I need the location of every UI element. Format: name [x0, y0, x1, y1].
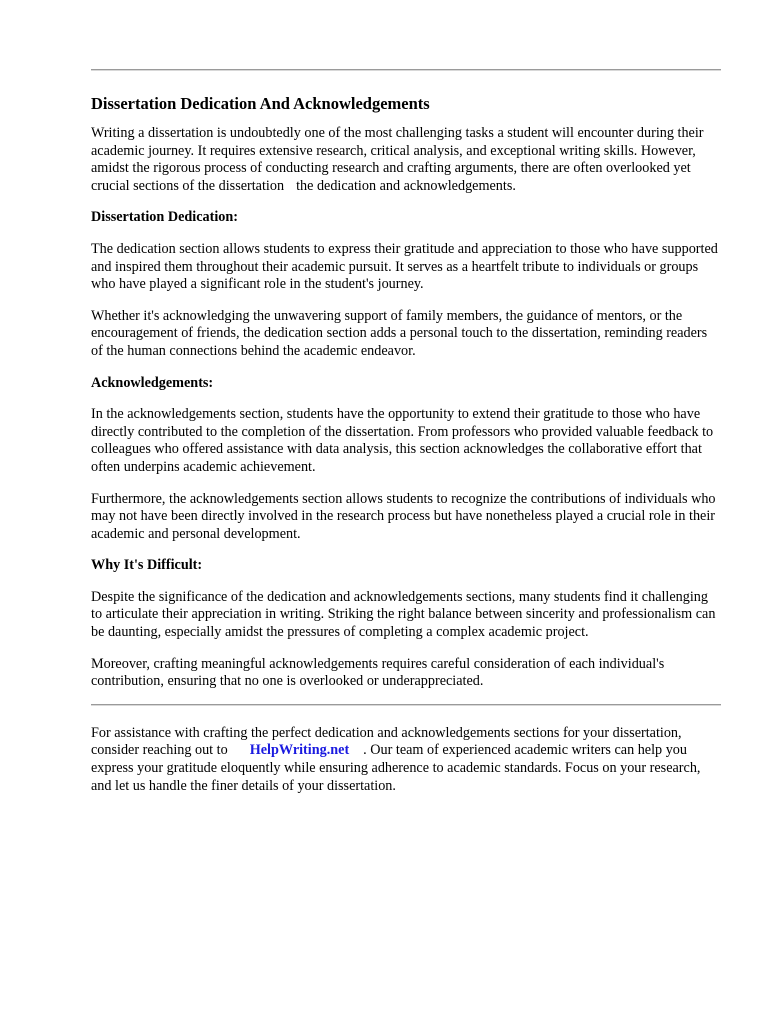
closing-text-before: For assistance with crafting the perfect dedication and acknowledgements sections for your dissertation, consider reaching out to	[91, 724, 682, 759]
intro-text-part2: the dedication and acknowledgements.	[296, 177, 516, 194]
dedication-paragraph-2: Whether it's acknowledging the unwavering support of family members, the guidance of mentors, or the encouragement of friends, the dedication section adds a personal touch to the dissertation, reminding readers of the human connections behind the academic endeavor.	[91, 307, 708, 359]
top-divider	[91, 69, 721, 71]
document-title: Dissertation Dedication And Acknowledgements	[91, 94, 430, 113]
dedication-paragraph-1: The dedication section allows students to express their gratitude and appreciation to those who have supported and inspired them throughout their academic pursuit. It serves as a heartfelt tribute to individuals or groups who have played a significant role in the student's journey.	[91, 240, 718, 293]
intro-text-part1: Writing a dissertation is undoubtedly one of the most challenging tasks a student will encounter during their academic journey. It requires extensive research, critical analysis, and exceptional writing skills. However, amidst the rigorous process of conducting research and crafting arguments, there are often overlooked yet crucial sections of the dissertation	[91, 125, 704, 194]
section-heading-difficulty: Why It's Difficult:	[91, 557, 203, 574]
difficulty-paragraph-1: Despite the significance of the dedication and acknowledgements sections, many students find it challenging to articulate their appreciation in writing. Striking the right balance between sincerity and professionalism can be daunting, especially amidst the pressures of completing a complex academic project.	[91, 588, 716, 641]
closing-text-after: . Our team of experienced academic writers can help you express your gratitude eloquently while ensuring adherence to academic standards. Focus on your research, and let us handle the finer details of your dissertation.	[91, 742, 701, 794]
closing-paragraph	[91, 725, 721, 795]
intro-paragraph	[91, 125, 721, 195]
section-heading-dedication: Dissertation Dedication:	[91, 209, 238, 226]
difficulty-paragraph-2: Moreover, crafting meaningful acknowledgements requires careful consideration of each individual's contribution, ensuring that no one is overlooked or underappreciated.	[91, 655, 665, 690]
acknowledgements-paragraph-2: Furthermore, the acknowledgements section allows students to recognize the contributions of individuals who may not have been directly involved in the research process but have nonetheless played a crucial role in their academic and personal development.	[91, 490, 716, 542]
document-page	[91, 0, 721, 795]
acknowledgements-paragraph-1: In the acknowledgements section, students have the opportunity to extend their gratitude to those who have directly contributed to the completion of the dissertation. From professors who provided valuable feedback to colleagues who offered assistance with data analysis, this section acknowledges the collaborative effort that often underpins academic achievement.	[91, 406, 714, 475]
section-heading-acknowledgements: Acknowledgements:	[91, 374, 214, 391]
middle-divider	[91, 704, 721, 706]
helpwriting-link[interactable]: HelpWriting.net	[249, 742, 350, 759]
